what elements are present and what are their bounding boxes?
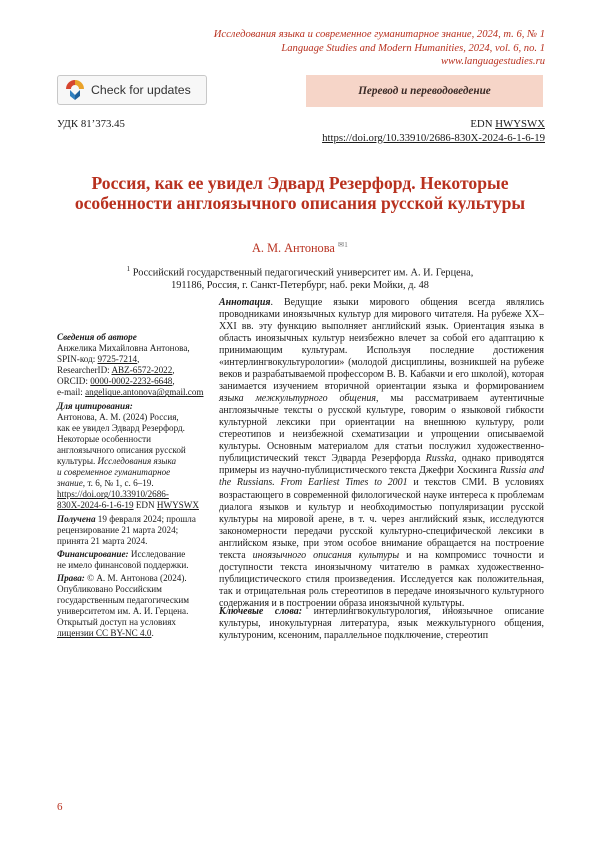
- abstract-emphasis: Russia and the Russians. From Earliest Times to 2001: [219, 465, 544, 489]
- page-number: 6: [57, 801, 63, 813]
- abstract-label: Аннотация: [219, 297, 271, 308]
- keywords: [219, 606, 544, 642]
- received-label: Получена: [57, 513, 96, 524]
- author-info: [57, 332, 207, 399]
- author-line: [0, 240, 600, 256]
- received-text: 19 февраля 2024; прошла: [95, 513, 196, 524]
- edn-link[interactable]: HWYSWX: [495, 118, 545, 130]
- funding-info: [57, 549, 207, 571]
- researcher-link[interactable]: ABZ-6572-2022: [111, 365, 173, 376]
- rights-text: Открытый доступ на условиях: [57, 617, 176, 628]
- abstract: [219, 297, 544, 610]
- citation-text: знание, т. 6, № 1, с. 6–19.: [57, 478, 154, 489]
- license-link[interactable]: лицензии CC BY-NC 4.0: [57, 628, 152, 639]
- rights-text: © А. М. Антонова (2024).: [84, 572, 187, 583]
- author-info-label: Сведения об авторе: [57, 332, 137, 342]
- citation: [57, 401, 207, 512]
- funding-label: Финансирование:: [57, 548, 129, 559]
- citation-text: англоязычного описания русской: [57, 444, 186, 455]
- udc-code: УДК 81’373.45: [57, 118, 125, 130]
- affiliation-text: Российский государственный педагогический университет им. А. И. Герцена,: [130, 267, 474, 279]
- abstract-emphasis: языка межкультурного общения: [219, 393, 376, 405]
- article-title: Россия, как ее увидел Эдвард Резерфорд. Некоторые особенности англоязычного описания русской культуры: [74, 173, 526, 213]
- citation-text: как ее увидел Эдвард Резерфорд.: [57, 422, 185, 433]
- edn-line: [322, 118, 545, 132]
- citation-text: Антонова, А. М. (2024) Россия,: [57, 411, 179, 422]
- keywords-label: Ключевые слова:: [219, 606, 303, 617]
- identifier-block: [322, 118, 545, 145]
- spin-line: SPIN-код: 9725-7214,: [57, 354, 140, 365]
- abstract-emphasis: Russka: [425, 453, 454, 465]
- journal-title-en: Language Studies and Modern Humanities, 2024, vol. 6, no. 1: [281, 42, 545, 54]
- abstract-text: и текстов СМИ. В условиях возрастающего в современной филологической науке интереса к проблемам диалога языков и культур и необходимостью популяризации русской культуры на мировой арене, в т. ч. через английский язык, исследуются закономерности передачи русской культурно-специфической лексики в английском языке, при этом особое внимание обращается на построение текста: [219, 477, 545, 561]
- orcid-line: ORCID: 0000-0002-2232-6648,: [57, 376, 175, 387]
- citation-text: культуры. Исследования языка: [57, 456, 177, 467]
- doi-link[interactable]: https://doi.org/10.33910/2686-830X-2024-6-1-6-19: [322, 131, 545, 144]
- rights-info: Права: © А. М. Антонова (2024). Опубликовано Российским государственным педагогическим университетом им. А. И. Герцена. Открытый доступ на условиях лицензии CC BY-NC 4.0.: [57, 573, 207, 640]
- envelope-icon[interactable]: ✉1: [337, 240, 348, 249]
- rights-text: университетом им. А. И. Герцена.: [57, 606, 189, 617]
- author-name: А. М. Антонова: [252, 241, 335, 256]
- journal-website[interactable]: www.languagestudies.ru: [441, 56, 545, 67]
- spin-link[interactable]: 9725-7214: [97, 354, 138, 365]
- affiliation-address: 191186, Россия, г. Санкт-Петербург, наб. реки Мойки, д. 48: [171, 280, 429, 292]
- section-banner: [306, 75, 543, 107]
- funding-text: Исследование: [128, 548, 186, 559]
- abstract-text: . Ведущие языки мирового общения всегда являлись проводниками иноязычных культур для мирового читателя. На рубеже XX–XXI вв. эту функцию выполняет английский язык. Ориентация языка в область иноязычных культур неизбежно влечет за собой его адаптацию к принимающим культурам. Используя последние достижения «интерлингвокультурологии» (молодой дисциплины, возникшей на рубеже веков и разрабатываемой профессором В. В. Кабакчи и его школой), которая занимается изучением вторичной ориентации языка и формированием: [219, 297, 544, 393]
- affiliation-line: [100, 263, 500, 279]
- citation-text: 830X-2024-6-1-6-19 EDN HWYSWX: [57, 500, 199, 511]
- author-full-name: Анжелика Михайловна Антонова,: [57, 343, 190, 354]
- affiliation-mark: 1: [126, 265, 131, 273]
- rights-text: Опубликовано Российским: [57, 584, 162, 595]
- citation-doi-link[interactable]: https://doi.org/10.33910/2686-: [57, 489, 169, 500]
- journal-header: [214, 28, 545, 69]
- article-sidebar: [57, 332, 207, 642]
- orcid-link[interactable]: 0000-0002-2232-6648: [90, 376, 173, 387]
- check-for-updates-badge[interactable]: [57, 75, 207, 105]
- email-line: e-mail: angelique.antonova@gmail.com: [57, 387, 204, 398]
- rights-label: Права:: [57, 572, 85, 583]
- citation-text: Некоторые особенности: [57, 433, 151, 444]
- rights-text: государственным педагогическим: [57, 595, 189, 606]
- researcher-line: ResearcherID: ABZ-6572-2022,: [57, 365, 175, 376]
- journal-title-ru: Исследования языка и современное гуманитарное знание, 2024, т. 6, № 1: [213, 29, 545, 40]
- section-label: Перевод и переводоведение: [358, 85, 491, 97]
- citation-label: Для цитирования:: [57, 400, 133, 411]
- check-for-updates-label: Check for updates: [91, 83, 191, 97]
- abstract-text: , однако приводятся примеры из научно-публицистического текста Джефри Хоскинга: [219, 453, 544, 477]
- citation-doi-link[interactable]: 830X-2024-6-1-6-19: [57, 500, 134, 511]
- keywords-text: интерлингвокультурология, иноязычное описание культуры, инокультурная литература, язык межкультурного общения, культуроним, ксеноним, параллельное подключение, стереотип: [219, 606, 545, 642]
- crossmark-icon: [65, 79, 85, 101]
- received-info: [57, 514, 207, 547]
- edn-prefix: EDN: [470, 118, 496, 130]
- email-link[interactable]: angelique.antonova@gmail.com: [85, 387, 204, 398]
- funding-text: не имело финансовой поддержки.: [57, 559, 189, 570]
- citation-text: и современное гуманитарное: [57, 467, 171, 478]
- affiliation: [100, 263, 500, 292]
- citation-edn-link[interactable]: HWYSWX: [156, 500, 199, 511]
- received-text: рецензирование 21 марта 2024;: [57, 524, 179, 535]
- abstract-text: , мы рассматриваем аутентичные англоязычные тексты о русской культуре, говорим о языковой гибкости культурной лексики при ориентации на внешнюю культуру, роли стереотипов и неизбежной схематизации и упрощении описываемой культуры. Основным материалом для статьи послужил художественно-публицистический текст Эдварда Резерфорда: [219, 393, 544, 465]
- abstract-emphasis: иноязычного описания культуры: [252, 549, 400, 561]
- received-text: принята 21 марта 2024.: [57, 535, 148, 546]
- abstract-text: и на компромисс точности и доступности текста иноязычному читателю в рамках художественно-публицистического стиля произведения. Исследуется как положительная, так и отрицательная роль стереотипов в передаче иноязычного культурного содержания и в построении образа иноязычной культуры.: [219, 549, 545, 609]
